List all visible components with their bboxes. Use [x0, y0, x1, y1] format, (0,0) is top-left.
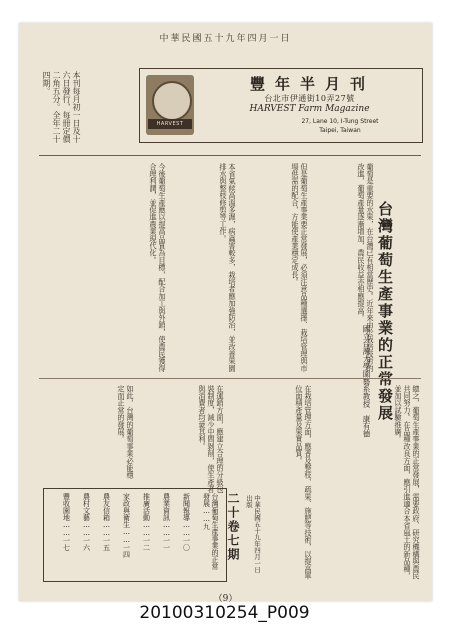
magazine-address: 台北市伊通街10弄27號	[264, 94, 355, 103]
toc-item[interactable]: 推廣活動……一二	[142, 493, 151, 551]
logo-emblem	[152, 81, 192, 121]
english-address-line-2: Taipei, Taiwan	[319, 127, 361, 134]
toc-item[interactable]: 農友信箱……一五	[102, 493, 111, 551]
article-column-7: 在運銷方面，應建立合理的分級包裝制度，減少中間剝削，使生產者與消費者均蒙其利。	[198, 385, 225, 493]
article-column-8: 如此，台灣的葡萄事業必能穩定而正常的發展。	[117, 385, 135, 479]
toc-item[interactable]: 台灣葡萄生產事業的正常發展……九	[202, 493, 219, 570]
harvest-logo	[146, 75, 194, 135]
article-column-4: 今後葡萄生產應以提高品質為目標，配合加工與外銷，使農民獲得合理利潤，並促進農業現代化。	[149, 163, 167, 372]
toc-item[interactable]: 豐收園地……一七	[62, 493, 71, 551]
article-column-3: 本省氣候高溫多濕，病蟲害較多，栽培者應加強防治，並改善果園排水與整枝修剪等工作。	[219, 163, 237, 372]
article-byline: 國立台灣大學園藝系教授 康有德	[362, 325, 371, 438]
divider-middle	[39, 378, 421, 379]
issue-number: 二十卷七期	[226, 492, 240, 562]
toc-item[interactable]: 農業資訊……一一	[162, 493, 171, 551]
page-number: （9）	[213, 594, 238, 604]
article-title: 台灣葡萄生產事業的正常發展	[376, 201, 394, 422]
article-column-6: 在栽培管理方面，應普及整枝、疏果、施肥等技術，以提高單位面積產量及果實品質。	[295, 385, 313, 580]
logo-band: HARVEST	[148, 119, 192, 129]
magazine-english-name: HARVEST Farm Magazine	[249, 104, 370, 114]
divider-top	[39, 155, 421, 156]
article-column-5: 總之，葡萄生產事業的正常發展，需要政府、研究機構與農民共同努力。在品種改良方面，應引進適合本省風土的新品種，並加以試驗推廣。	[394, 385, 421, 580]
toc-item[interactable]: 家政與衛生……一四	[122, 493, 131, 558]
issue-date: 中華民國五十九年四月一日出版	[245, 495, 261, 573]
magazine-title: 豐年半月刊	[249, 75, 375, 93]
running-head: 中華民國五十九年四月一日	[159, 34, 292, 44]
article-column-2: 但是葡萄生產事業要正常發展，必須注意品種選擇、栽培管理與市場供需的配合，方能使產業穩定成長。	[291, 163, 309, 372]
archive-caption: 20100310254_P009	[139, 603, 310, 623]
masthead	[139, 68, 423, 143]
magazine-page	[19, 23, 432, 604]
article-column-1: 葡萄是重要的水果，在台灣已有相當歷史。近年來由於栽培技術的改進，葡萄產量逐漸增加，農民收益亦相應提高。	[357, 163, 375, 372]
table-of-contents	[43, 488, 227, 582]
english-address-line-1: 27, Lane 10, I-Tung Street	[301, 118, 379, 125]
toc-item[interactable]: 農村文藝……一六	[82, 493, 91, 551]
toc-item[interactable]: 新聞報導……一〇	[182, 493, 191, 551]
registration-note: 本刊每月初一日及十六日發行，每冊定價二角五分。全年二十四期。	[42, 71, 81, 143]
